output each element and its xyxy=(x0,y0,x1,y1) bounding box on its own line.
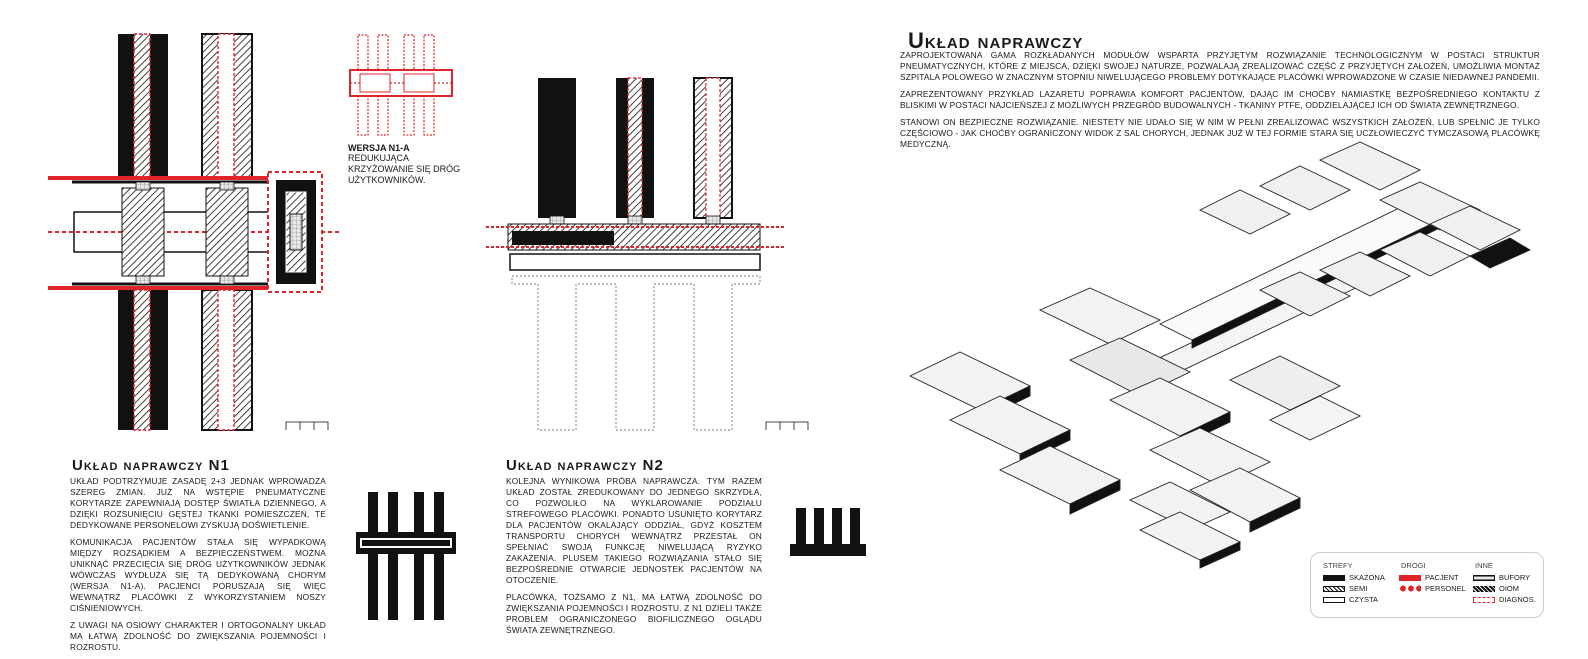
icon-n2-massing xyxy=(790,508,866,556)
swatch-personel xyxy=(1399,585,1421,592)
legend-inne-title: INNE xyxy=(1475,561,1493,570)
legend-drogi-title: DROGI xyxy=(1401,561,1426,570)
main-paragraph-3: STANOWI ON BEZPIECZNE ROZWIĄZANIE. NIESTETY NIE UDAŁO SIĘ W NIM W PEŁNI ZREALIZOWAĆ WSZYSTKICH ZAŁOŻEŃ, LUB SPEŁNIĆ JE TYLKO CZĘŚCIOWO - JAK CHOĆBY OGRANICZONY WIDOK Z SAL CHORYCH, JEDNAK JUŻ W TEJ FORMIE STARA SIĘ UCZŁOWIECZYĆ TYMCZASOWĄ PLACÓWKĘ MEDYCZNĄ. xyxy=(900,117,1540,149)
variant-text: REDUKUJĄCA KRZYŻOWANIE SIĘ DRÓG UŻYTKOWNIKÓW. xyxy=(348,153,461,185)
legend-pacjent: PACJENT xyxy=(1425,573,1459,582)
icon-n1-massing xyxy=(356,492,456,620)
n2-paragraph-1: KOLEJNA WYNIKOWA PRÓBA NAPRAWCZA. TYM RAZEM UKŁAD ZOSTAŁ ZREDUKOWANY DO JEDNEGO SKRZYDŁA, CO POZWOLIŁO NA WYKLAROWANIE PODZIAŁU STREFOWEGO PLACÓWKI. PONADTO USUNIĘTO KORYTARZ DLA PACJENTÓW OKALAJĄCY ODDZIAŁ, GDYŻ KOSZTEM TRANSPORTU CHORYCH WEWNĄTRZ PRZESTAŁ ON SPEŁNIAĆ SWOJĄ FUNKCJĘ NIWELUJĄCĄ RYZYKO ZAKAŻENIA. PLUSEM TAKIEGO ROZWIĄZANIA STAŁO SIĘ BEZPOŚREDNIE OTWARCIE JEDNOSTEK PACJENTÓW NA OTOCZENIE. xyxy=(506,476,762,585)
main-description xyxy=(900,50,1540,156)
swatch-semi xyxy=(1323,586,1345,592)
page-title: Układ naprawczy xyxy=(908,28,1084,53)
n1-paragraph-2: KOMUNIKACJA PACJENTÓW STAŁA SIĘ WYPADKOWĄ MIĘDZY ROZSĄDKIEM A BEZPIECZEŃSTWEM. MOŻNA UNIKNĄĆ PRZECIĘCIA SIĘ DRÓG UŻYTKOWNIKÓW JEDNAK WÓWCZAS WYDŁUŻA SIĘ TĄ DEDYKOWANĄ CHORYM (WERSJA N1-A). PACJENCI PORUSZAJĄ SIĘ WIĘC WEWNĄTRZ PLACÓWKI Z WYKORZYSTANIEM NOSZY CIŚNIENIOWYCH. xyxy=(70,537,326,613)
n1-paragraph-3: Z UWAGI NA OSIOWY CHARAKTER I ORTOGONALNY UKŁAD MA ŁATWĄ ZDOLNOŚĆ DO ZWIĘKSZANIA POJEMNOŚCI I ROZROSTU. xyxy=(70,620,326,652)
legend-bufory: BUFORY xyxy=(1499,573,1531,582)
n1-title: Układ naprawczy N1 xyxy=(72,457,230,474)
plan-n2 xyxy=(486,78,808,430)
swatch-pacjent xyxy=(1399,575,1421,581)
legend-diagnos: DIAGNOS. xyxy=(1499,595,1536,604)
swatch-skazona xyxy=(1323,575,1345,581)
plan-n1 xyxy=(48,34,340,430)
legend-strefy-title: STREFY xyxy=(1323,561,1353,570)
axonometric-model xyxy=(910,142,1530,568)
legend-personel: PERSONEL xyxy=(1425,584,1466,593)
variant-caption xyxy=(348,143,468,186)
main-paragraph-1: ZAPROJEKTOWANA GAMA ROZKŁADANYCH MODUŁÓW WSPARTA PRZYJĘTYM ROZWIĄZANIE TECHNOLOGICZNYM W POSTACI STRUKTUR PNEUMATYCZNYCH, KTÓRE Z MIEJSCA, DZIĘKI SWOJEJ NATURZE, POZWALAJĄ ZREALIZOWAĆ CZĘŚĆ Z PRZYJĘTYCH ZAŁOŻEŃ, UMOŻLIWIA MONTAŻ SZPITALA POLOWEGO W ZNACZNYM STOPNIU NIWELUJĄCEGO PROBLEMY DOTYKAJĄCE PLACÓWKI WPROWADZONE W CZASIE NIEDAWNEJ PANDEMII. xyxy=(900,50,1540,82)
legend-semi: SEMI xyxy=(1349,584,1368,593)
swatch-diagnos xyxy=(1473,597,1495,603)
n2-description xyxy=(506,476,762,642)
variant-title: WERSJA N1-A xyxy=(348,143,410,153)
n2-paragraph-2: PLACÓWKA, TOŻSAMO Z N1, MA ŁATWĄ ZDOLNOŚĆ DO ZWIĘKSZANIA POJEMNOŚCI I ROZROSTU. Z N1 DZIELI TAKŻE PROBLEM OGRANICZONEGO BIOFILICZNEGO OGLĄDU ŚWIATA ZEWNĘTRZNEGO. xyxy=(506,592,762,635)
n1-description xyxy=(70,476,326,659)
main-paragraph-2: ZAPREZENTOWANY PRZYKŁAD LAZARETU POPRAWIA KOMFORT PACJENTÓW, DAJĄC IM CHOĆBY NAMIASTKĘ BEZPOŚREDNIEGO KONTAKTU Z BLISKIMI W POSTACI NAJCIEŃSZEJ Z MOŻLIWYCH PRZEGRÓD BUDOWALNYCH - TKANINY PTFE, ODDZIELAJĄCEJ ICH OD ŚWIATA ZEWNĘTRZNEGO. xyxy=(900,89,1540,110)
swatch-oiom xyxy=(1473,586,1495,592)
n1-paragraph-1: UKŁAD PODTRZYMUJE ZASADĘ 2+3 JEDNAK WPROWADZA SZEREG ZMIAN. JUŻ NA WSTĘPIE PNEUMATYCZNE KORYTARZE ZAPEWNIAJĄ DOSTĘP ŚWIATŁA DZIENNEGO, A DZIĘKI ROZSUNIĘCIU GĘSTEJ TKANKI POMIESZCZEŃ, TE DEDYKOWANE PERSONELOWI ZYSKUJĄ DOŚWIETLENIE. xyxy=(70,476,326,530)
swatch-czysta xyxy=(1323,597,1345,603)
n2-title: Układ naprawczy N2 xyxy=(506,457,664,474)
legend-skazona: SKAŻONA xyxy=(1349,573,1385,582)
legend-czysta: CZYSTA xyxy=(1349,595,1379,604)
legend xyxy=(1310,552,1544,618)
plan-n1a xyxy=(350,35,452,135)
legend-oiom: OIOM xyxy=(1499,584,1519,593)
swatch-bufory xyxy=(1473,575,1495,581)
